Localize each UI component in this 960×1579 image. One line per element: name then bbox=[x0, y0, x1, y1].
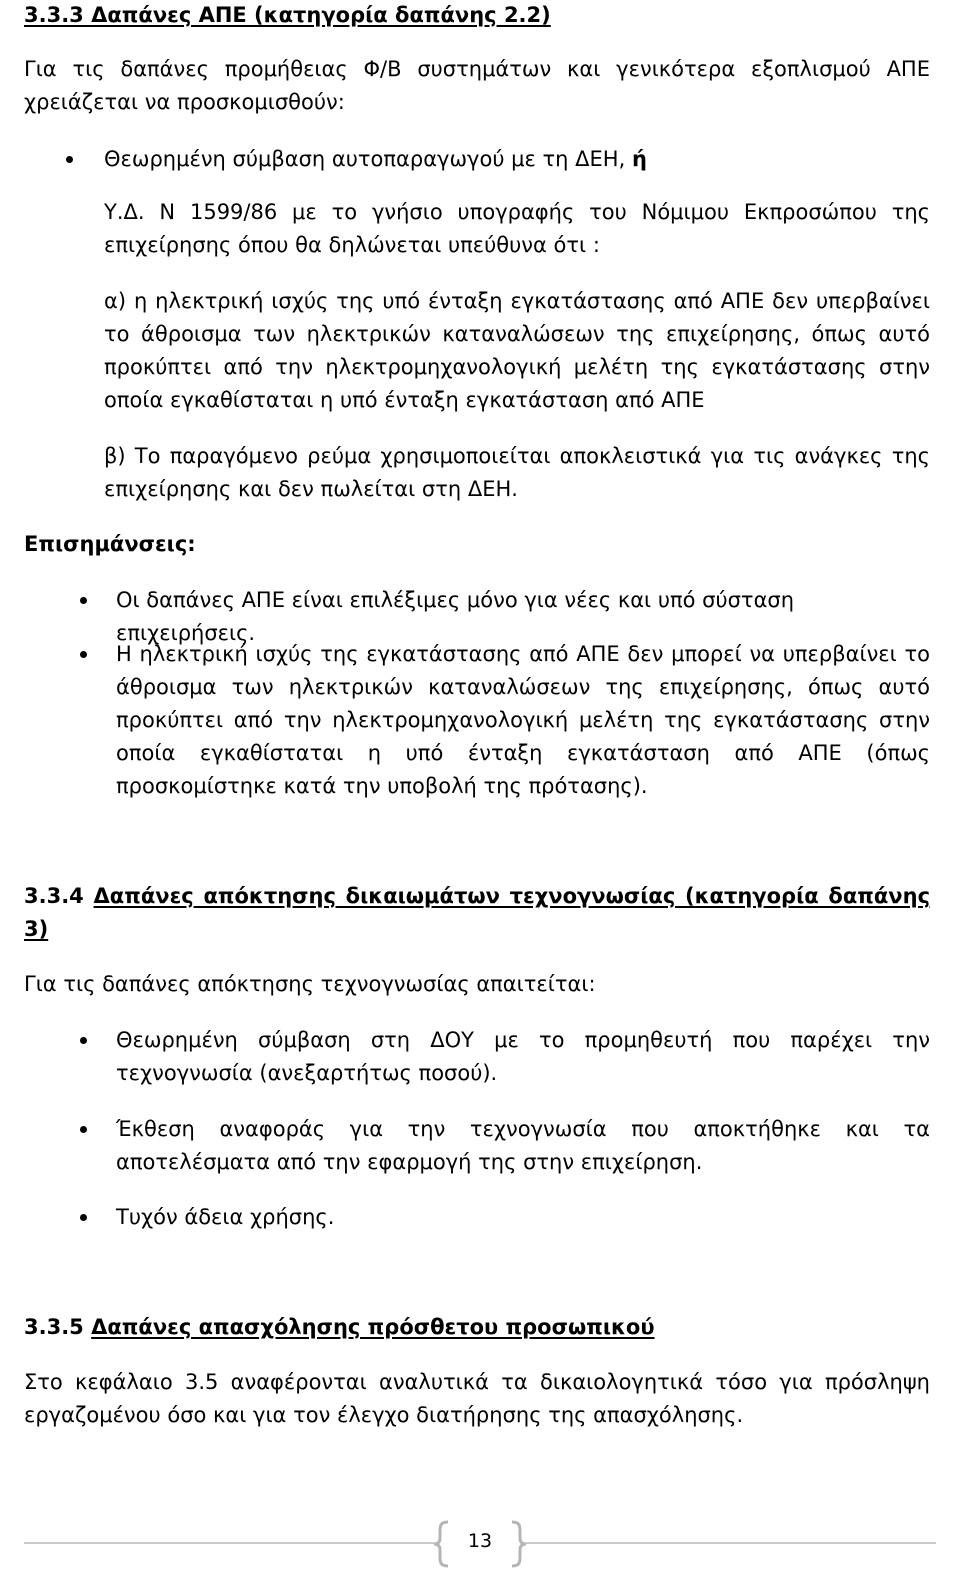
section-intro-3-3-3: Για τις δαπάνες προμήθειας Φ/Β συστημάτων και γενικότερα εξοπλισμού ΑΠΕ χρειάζεται να προσκομισθούν: bbox=[24, 57, 930, 114]
solemn-declaration-text: Ν 1599/86 με το γνήσιο υπογραφής του Νόμιμου Εκπροσώπου της επιχείρησης όπου θα δηλώνεται υπεύθυνα ότι : bbox=[104, 200, 930, 257]
footer-rule-right bbox=[526, 1542, 936, 1544]
solemn-declaration-prefix: Υ.Δ. bbox=[104, 200, 145, 224]
note-item-1: Οι δαπάνες ΑΠΕ είναι επιλέξιμες μόνο για νέες και υπό σύσταση επιχειρήσεις. bbox=[116, 588, 795, 645]
bullet-dot bbox=[80, 1037, 87, 1044]
footer-rule-left bbox=[24, 1542, 434, 1544]
bullet-dot bbox=[66, 156, 73, 163]
section-text-3-3-5: Στο κεφάλαιο 3.5 αναφέρονται αναλυτικά τα δικαιολογητικά τόσο για πρόσληψη εργαζομένου όσο και για τον έλεγχο διατήρησης της απασχόλησης. bbox=[24, 1370, 930, 1427]
bullet-dot bbox=[80, 651, 87, 658]
notes-heading: Επισημάνσεις: bbox=[24, 532, 196, 556]
solemn-declaration bbox=[104, 196, 930, 262]
section-heading-3-3-3: 3.3.3 Δαπάνες ΑΠΕ (κατηγορία δαπάνης 2.2) bbox=[24, 3, 551, 27]
bullet-dot bbox=[80, 1214, 87, 1221]
section-number: 3.3.5 bbox=[24, 1315, 84, 1339]
note-item-2: Η ηλεκτρική ισχύς της εγκατάστασης από ΑΠΕ δεν μπορεί να υπερβαίνει το άθροισμα των ηλεκτρικών καταναλώσεων της επιχείρησης, όπως αυτό προκύπτει από την ηλεκτρομηχανολογική μελέτη της εγκατάστασης στην οποία εγκαθίσταται η υπό ένταξη εγκατάσταση από ΑΠΕ (όπως προσκομίστηκε κατά την υποβολή της πρότασης). bbox=[116, 642, 930, 798]
bullet-dot bbox=[80, 597, 87, 604]
list-item: Τυχόν άδεια χρήσης. bbox=[116, 1205, 335, 1229]
bullet-item-contract bbox=[104, 143, 924, 176]
section-number: 3.3.4 bbox=[24, 884, 84, 908]
list-item: Θεωρημένη σύμβαση στη ΔΟΥ με το προμηθευτή που παρέχει την τεχνογνωσία (ανεξαρτήτως ποσού). bbox=[116, 1028, 930, 1085]
page-number: 13 bbox=[467, 1530, 493, 1552]
list-item: Έκθεση αναφοράς για την τεχνογνωσία που αποκτήθηκε και τα αποτελέσματα από την εφαρμογή της στην επιχείρηση. bbox=[116, 1117, 930, 1174]
declaration-item-a: α) η ηλεκτρική ισχύς της υπό ένταξη εγκατάστασης από ΑΠΕ δεν υπερβαίνει το άθροισμα των ηλεκτρικών καταναλώσεων της επιχείρησης, όπως αυτό προκύπτει από την ηλεκτρομηχανολογική μελέτη της εγκατάστασης στην οποία εγκαθίσταται η υπό ένταξη εγκατάσταση από ΑΠΕ bbox=[104, 289, 930, 412]
bullet-item-text: Θεωρημένη σύμβαση αυτοπαραγωγού με τη ΔΕΗ, bbox=[104, 147, 626, 171]
declaration-item-b: β) Το παραγόμενο ρεύμα χρησιμοποιείται αποκλειστικά για τις ανάγκες της επιχείρησης και δεν πωλείται στη ΔΕΗ. bbox=[104, 444, 930, 501]
bullet-item-or: ή bbox=[631, 147, 647, 171]
section-heading-3-3-4 bbox=[24, 880, 930, 946]
section-title: Δαπάνες απόκτησης δικαιωμάτων τεχνογνωσίας (κατηγορία δαπάνης 3) bbox=[24, 884, 931, 941]
section-title: Δαπάνες απασχόλησης πρόσθετου προσωπικού bbox=[91, 1315, 655, 1339]
bullet-dot bbox=[80, 1126, 87, 1133]
section-intro-3-3-4: Για τις δαπάνες απόκτησης τεχνογνωσίας απαιτείται: bbox=[24, 972, 596, 996]
section-heading-3-3-5 bbox=[24, 1311, 930, 1344]
